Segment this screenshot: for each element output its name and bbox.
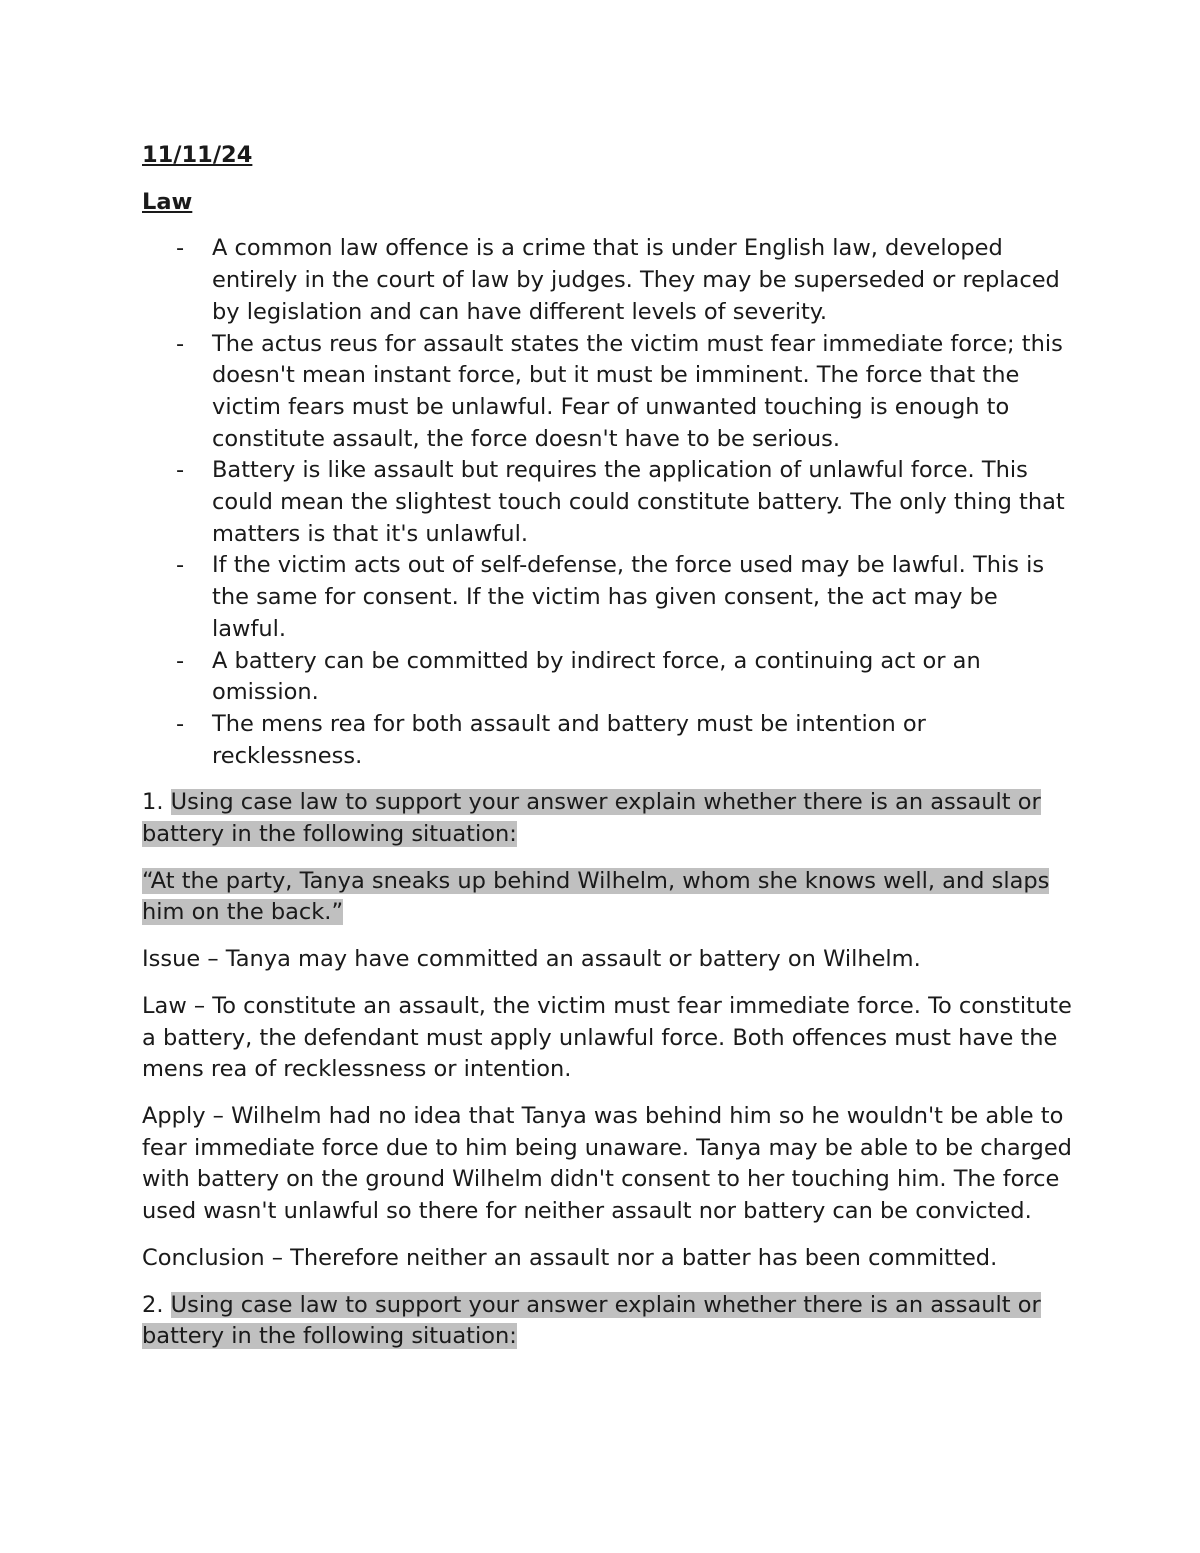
subject-heading: Law	[142, 188, 193, 215]
date-heading: 11/11/24	[142, 142, 253, 168]
document-body	[142, 140, 1072, 1368]
note-text: The mens rea for both assault and battery must be intention or recklessness.	[212, 710, 926, 769]
note-text: A battery can be committed by indirect force, a continuing act or an omission.	[212, 647, 981, 706]
note-item	[142, 233, 1072, 328]
note-item	[142, 455, 1072, 550]
note-text: If the victim acts out of self-defense, the force used may be lawful. This is the same for consent. If the victim has given consent, the act may be lawful.	[212, 552, 1045, 642]
bullet-dash: -	[176, 647, 185, 674]
bullet-dash: -	[176, 235, 185, 262]
question-number: 1.	[142, 789, 171, 816]
note-item	[142, 329, 1072, 456]
question-prompt-highlighted: Using case law to support your answer explain whether there is an assault or battery in the following situation:	[142, 789, 1041, 848]
note-item	[142, 646, 1072, 709]
question-number: 2.	[142, 1291, 171, 1318]
bullet-dash: -	[176, 710, 185, 737]
scenario-text-highlighted: “At the party, Tanya sneaks up behind Wilhelm, whom she knows well, and slaps him on the back.”	[142, 867, 1050, 926]
question-prompt-highlighted: Using case law to support your answer explain whether there is an assault or battery in the following situation:	[142, 1291, 1041, 1350]
apply-paragraph: Apply – Wilhelm had no idea that Tanya was behind him so he wouldn't be able to fear immediate force due to him being unaware. Tanya may be able to be charged with battery on the ground Wilhelm didn't consent to her touching him. The force used wasn't unlawful so there for neither assault nor battery can be convicted.	[142, 1102, 1072, 1225]
bullet-dash: -	[176, 457, 185, 484]
bullet-dash: -	[176, 330, 185, 357]
note-text: Battery is like assault but requires the application of unlawful force. This could mean the slightest touch could constitute battery. The only thing that matters is that it's unlawful.	[212, 457, 1065, 547]
law-paragraph: Law – To constitute an assault, the victim must fear immediate force. To constitute a battery, the defendant must apply unlawful force. Both offences must have the mens rea of recklessness or intention.	[142, 992, 1072, 1083]
notes-list	[142, 233, 1072, 772]
question-1	[142, 787, 1072, 850]
note-item	[142, 550, 1072, 645]
note-text: The actus reus for assault states the victim must fear immediate force; this doesn't mean instant force, but it must be imminent. The force that the victim fears must be unlawful. Fear of unwanted touching is enough to constitute assault, the force doesn't have to be serious.	[212, 330, 1063, 452]
bullet-dash: -	[176, 552, 185, 579]
question-2	[142, 1290, 1072, 1353]
scenario-quote	[142, 866, 1072, 929]
conclusion-paragraph: Conclusion – Therefore neither an assault nor a batter has been committed.	[142, 1244, 998, 1271]
issue-paragraph: Issue – Tanya may have committed an assault or battery on Wilhelm.	[142, 946, 921, 973]
note-item	[142, 709, 1072, 772]
note-text: A common law offence is a crime that is under English law, developed entirely in the court of law by judges. They may be superseded or replaced by legislation and can have different levels of severity.	[212, 235, 1060, 325]
